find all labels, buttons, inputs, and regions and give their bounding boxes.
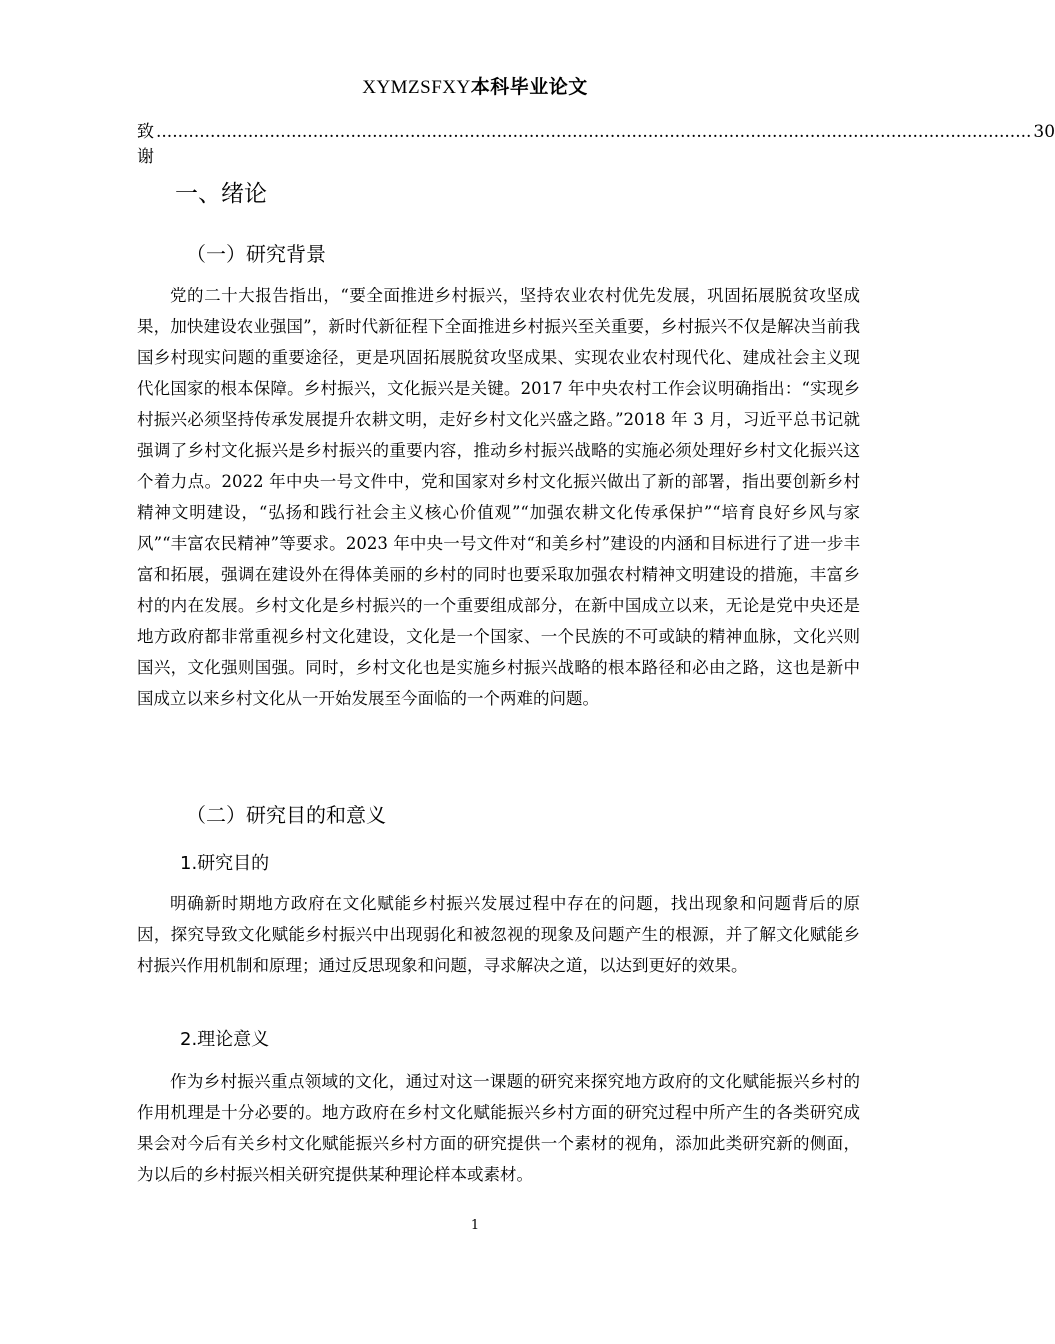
- toc-entry-acknowledgements[interactable]: [137, 117, 1055, 167]
- background-paragraph: 党的二十大报告指出，“要全面推进乡村振兴，坚持农业农村优先发展，巩固拓展脱贫攻坚成果，加快建设农业强国”，新时代新征程下全面推进乡村振兴至关重要，乡村振兴不仅是解决当前我国乡村现实问题的重要途径，更是巩固拓展脱贫攻坚成果、实现农业农村现代化、建成社会主义现代化国家的根本保障。乡村振兴，文化振兴是关键。2017 年中央农村工作会议明确指出：“实现乡村振兴必须坚持传承发展提升农耕文明，走好乡村文化兴盛之路。”2018 年 3 月，习近平总书记就强调了乡村文化振兴是乡村振兴的重要内容，推动乡村振兴战略的实施必须处理好乡村文化振兴这个着力点。2022 年中央一号文件中，党和国家对乡村文化振兴做出了新的部署，指出要创新乡村精神文明建设，“弘扬和践行社会主义核心价值观”“加强农耕文化传承保护”“培育良好乡风与家风”“丰富农民精神”等要求。2023 年中央一号文件对“和美乡村”建设的内涵和目标进行了进一步丰富和拓展，强调在建设外在得体美丽的乡村的同时也要采取加强农村精神文明建设的措施，丰富乡村的内在发展。乡村文化是乡村振兴的一个重要组成部分，在新中国成立以来，无论是党中央还是地方政府都非常重视乡村文化建设，文化是一个国家、一个民族的不可或缺的精神血脉，文化兴则国兴，文化强则国强。同时，乡村文化也是实施乡村振兴战略的根本路径和必由之路，这也是新中国成立以来乡村文化从一开始发展至今面临的一个两难的问题。: [137, 286, 860, 708]
- section-title-purpose: （二）研究目的和意义: [186, 803, 386, 827]
- goal-paragraph: 明确新时期地方政府在文化赋能乡村振兴发展过程中存在的问题，找出现象和问题背后的原因，探究导致文化赋能乡村振兴中出现弱化和被忽视的现象及问题产生的根源，并了解文化赋能乡村振兴作用机制和原理；通过反思现象和问题，寻求解决之道，以达到更好的效果。: [137, 894, 860, 975]
- header-prefix: XYMZSFXY: [362, 77, 471, 98]
- toc-leader-dots: ..................................................................................................................................................................: [156, 122, 1032, 142]
- header-title: 本科毕业论文: [470, 76, 588, 98]
- section-title-background: （一）研究背景: [186, 242, 326, 266]
- subsection-title-goal: 1.研究目的: [180, 853, 270, 874]
- toc-page-number: 30: [1033, 122, 1055, 142]
- page-number: 1: [470, 1218, 480, 1233]
- page-header: [0, 72, 950, 99]
- toc-label: 致谢: [137, 122, 154, 167]
- chapter-title: 一、绪论: [175, 181, 267, 207]
- theory-paragraph: 作为乡村振兴重点领域的文化，通过对这一课题的研究来探究地方政府的文化赋能振兴乡村的作用机理是十分必要的。地方政府在乡村文化赋能振兴乡村方面的研究过程中所产生的各类研究成果会对今后有关乡村文化赋能振兴乡村方面的研究提供一个素材的视角，添加此类研究新的侧面，为以后的乡村振兴相关研究提供某种理论样本或素材。: [137, 1072, 860, 1184]
- subsection-title-theory: 2.理论意义: [180, 1029, 270, 1050]
